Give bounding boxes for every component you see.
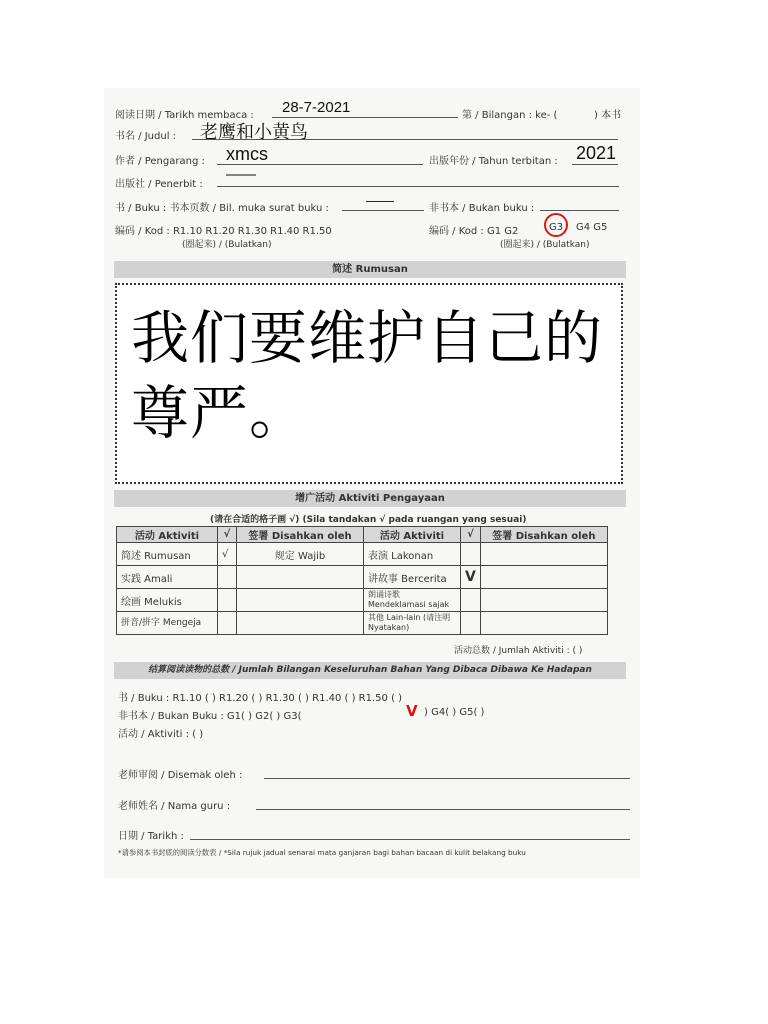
publisher-line <box>217 186 619 187</box>
teacher-name-label: 老师姓名 / Nama guru : <box>118 801 231 812</box>
circle-note-right: (圈起来) / (Bulatkan) <box>500 240 590 250</box>
code-right-suffix: G4 G5 <box>576 222 608 233</box>
cell: 实践 Amali <box>117 566 218 589</box>
check-cell[interactable] <box>218 589 237 612</box>
author-line <box>217 164 423 165</box>
header-cell: √ <box>218 527 237 543</box>
cell: 表演 Lakonan <box>364 543 461 566</box>
cell: 其他 Lain-lain (请注明 Nyatakan) <box>364 612 461 635</box>
check-cell[interactable]: √ <box>218 543 237 566</box>
date-footer-line <box>190 839 630 840</box>
table-row <box>117 612 608 635</box>
code-right-prefix: 编码 / Kod : G1 G2 <box>429 226 519 237</box>
count-label: 第 / Bilangan : ke- ( <box>462 110 558 121</box>
author-value: xmcs <box>226 144 268 164</box>
summary-text: 我们要维护自己的尊严。 <box>131 304 604 447</box>
cell <box>480 589 607 612</box>
title-line <box>192 139 618 140</box>
cell: 讲故事 Bercerita <box>364 566 461 589</box>
totals-bar: 结算阅读读物的总数 / Jumlah Bilangan Keseluruhan Bahan Yang Dibaca Dibawa Ke Hadapan <box>114 662 626 679</box>
checked-by-line <box>264 778 630 779</box>
activities-total: 活动总数 / Jumlah Aktiviti : ( ) <box>454 646 583 656</box>
checked-by-label: 老师审阅 / Disemak oleh : <box>118 770 243 781</box>
header-cell: 签署 Disahkan oleh <box>480 527 607 543</box>
totals-g3-mark: V <box>406 702 418 720</box>
year-line <box>572 164 618 165</box>
summary-bar: 简述 Rumusan <box>114 261 626 278</box>
date-label: 阅读日期 / Tarikh membaca : <box>115 110 254 121</box>
activities-instruction: (请在合适的格子画 √) (Sila tandakan √ pada ruangan yang sesuai) <box>210 515 527 525</box>
header-cell: √ <box>461 527 481 543</box>
header-cell: 签署 Disahkan oleh <box>237 527 364 543</box>
code-left: 编码 / Kod : R1.10 R1.20 R1.30 R1.40 R1.50 <box>115 226 332 237</box>
date-value: 28-7-2021 <box>282 99 351 116</box>
totals-buku: 书 / Buku : R1.10 ( ) R1.20 ( ) R1.30 ( ) R1.40 ( ) R1.50 ( ) <box>118 693 403 704</box>
publisher-value: —— <box>226 166 256 183</box>
cell <box>480 566 607 589</box>
book-pages-value: —— <box>366 192 394 208</box>
teacher-name-line <box>256 809 630 810</box>
cell: 拼音/拼字 Mengeja <box>117 612 218 635</box>
cell: 简述 Rumusan <box>117 543 218 566</box>
g3-circle-mark <box>544 213 568 237</box>
check-cell[interactable] <box>218 566 237 589</box>
nonbook-label: 非书本 / Bukan buku : <box>429 203 535 214</box>
code-g3: G3 <box>549 222 564 233</box>
header-cell: 活动 Aktiviti <box>364 527 461 543</box>
activities-table <box>116 526 608 635</box>
cell: 朗诵诗歌 Mendeklamasi sajak <box>364 589 461 612</box>
cell <box>480 612 607 635</box>
totals-bukan-buku-prefix: 非书本 / Bukan Buku : G1( ) G2( ) G3( <box>118 711 302 722</box>
cell: 绘画 Melukis <box>117 589 218 612</box>
cell <box>237 612 364 635</box>
book-pages-line <box>342 210 424 211</box>
totals-aktiviti: 活动 / Aktiviti : ( ) <box>118 729 204 740</box>
circle-note-left: (圈起来) / (Bulatkan) <box>182 240 272 250</box>
date-footer-label: 日期 / Tarikh : <box>118 831 184 842</box>
count-suffix: ) 本书 <box>594 110 622 121</box>
table-row <box>117 543 608 566</box>
table-row <box>117 589 608 612</box>
totals-bukan-buku-suffix: ) G4( ) G5( ) <box>424 707 485 718</box>
table-header <box>117 527 608 543</box>
cell <box>237 566 364 589</box>
cell <box>237 589 364 612</box>
check-cell[interactable] <box>461 589 481 612</box>
cell: 规定 Wajib <box>237 543 364 566</box>
header-cell: 活动 Aktiviti <box>117 527 218 543</box>
footer-note: *请参阅本书封底的阅读分数表 / *Sila rujuk jadual senarai mata ganjaran bagi bahan bacaan di kulit belakang buku <box>118 848 526 857</box>
nonbook-line <box>540 210 619 211</box>
title-label: 书名 / Judul : <box>115 131 177 142</box>
cell <box>480 543 607 566</box>
activities-bar: 增广活动 Aktiviti Pengayaan <box>114 490 626 507</box>
check-cell[interactable] <box>461 612 481 635</box>
year-value: 2021 <box>576 143 617 163</box>
table-row <box>117 566 608 589</box>
year-label: 出版年份 / Tahun terbitan : <box>429 156 558 167</box>
book-pages-label: 书 / Buku : 书本页数 / Bil. muka surat buku : <box>115 203 329 214</box>
check-cell[interactable] <box>461 543 481 566</box>
summary-box <box>115 283 623 484</box>
check-cell[interactable]: V <box>461 566 481 589</box>
check-cell[interactable] <box>218 612 237 635</box>
title-value: 老鹰和小黄鸟 <box>200 122 308 143</box>
publisher-label: 出版社 / Penerbit : <box>115 179 203 190</box>
author-label: 作者 / Pengarang : <box>115 156 205 167</box>
